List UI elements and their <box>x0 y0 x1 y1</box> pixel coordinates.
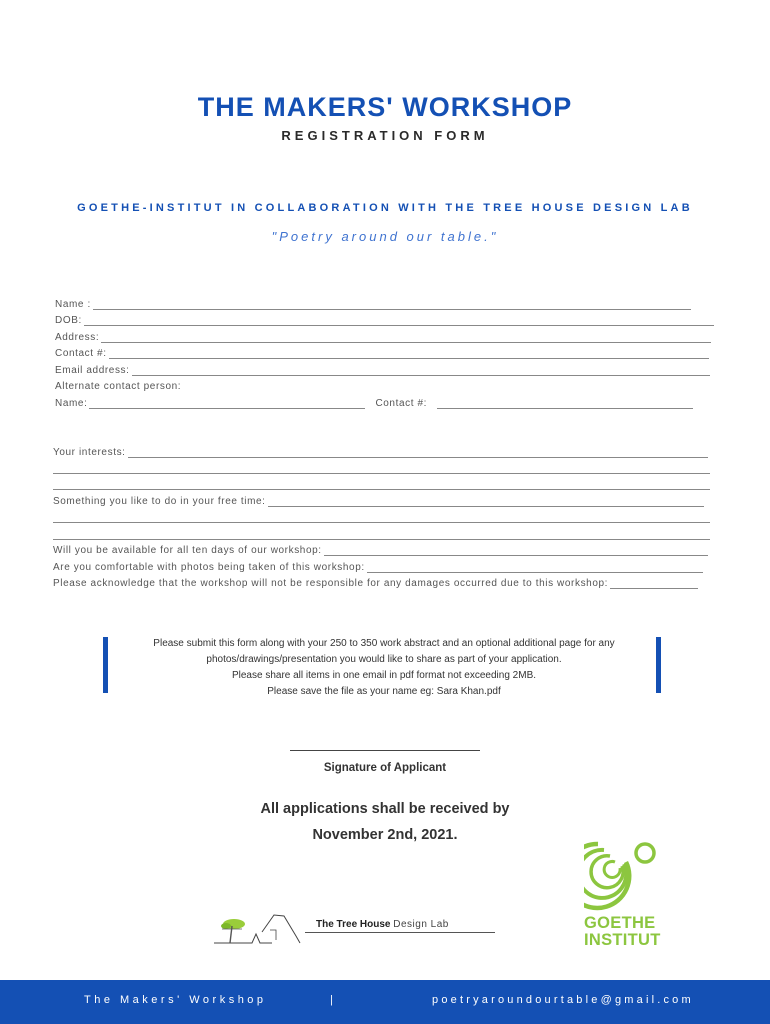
free-time-field[interactable] <box>53 496 704 507</box>
alt-contact-label: Alternate contact person: <box>55 381 182 392</box>
address-line[interactable] <box>101 333 711 343</box>
treehouse-underline <box>305 932 495 933</box>
treehouse-bold: The Tree House <box>316 919 391 930</box>
name-label: Name : <box>55 299 91 310</box>
notice-line-3: Please share all items in one email in pdf format not exceeding 2MB. <box>231 670 537 681</box>
alt-name-line[interactable] <box>89 399 365 409</box>
page-title: THE MAKERS' WORKSHOP <box>197 92 573 122</box>
treehouse-logo <box>212 910 502 950</box>
deadline-line-1: All applications shall be received by <box>260 801 510 817</box>
contact-line[interactable] <box>109 349 709 359</box>
photos-label: Are you comfortable with photos being taken of this workshop: <box>53 562 365 573</box>
goethe-logo-icon <box>584 840 664 912</box>
availability-label: Will you be available for all ten days of our workshop: <box>53 545 322 556</box>
interests-line-3[interactable] <box>53 489 710 490</box>
interests-line[interactable] <box>128 448 708 458</box>
dob-label: DOB: <box>55 315 82 326</box>
contact-field[interactable] <box>55 348 709 359</box>
free-time-line-3[interactable] <box>53 539 710 540</box>
alt-contact-no-label: Contact #: <box>375 398 428 409</box>
submission-notice <box>118 636 650 700</box>
collaboration-heading: GOETHE-INSTITUT IN COLLABORATION WITH THE TREE HOUSE DESIGN LAB <box>77 202 693 214</box>
tagline: "Poetry around our table." <box>271 229 499 244</box>
alt-contact-no-line[interactable] <box>437 399 693 409</box>
notice-right-bar <box>656 637 661 693</box>
notice-line-4: Please save the file as your name eg: Sara Khan.pdf <box>267 686 501 697</box>
free-time-line[interactable] <box>268 497 704 507</box>
treehouse-wordmark <box>316 919 449 930</box>
availability-line[interactable] <box>324 546 708 556</box>
free-time-line-2[interactable] <box>53 522 710 523</box>
signature-line[interactable] <box>290 750 480 751</box>
page-subtitle: REGISTRATION FORM <box>281 128 489 143</box>
footer-workshop-name: The Makers' Workshop <box>84 994 267 1006</box>
dob-field[interactable] <box>55 315 714 326</box>
email-field[interactable] <box>55 365 710 376</box>
deadline-line-2: November 2nd, 2021. <box>312 827 458 843</box>
notice-line-2: photos/drawings/presentation you would like to share as part of your application. <box>206 654 562 665</box>
acknowledge-label: Please acknowledge that the workshop will not be responsible for any damages occurred due to this workshop: <box>53 578 609 589</box>
notice-left-bar <box>103 637 108 693</box>
notice-line-1: Please submit this form along with your 250 to 350 work abstract and an optional additional page for any <box>153 638 615 649</box>
treehouse-drawing-icon <box>212 910 308 950</box>
email-line[interactable] <box>132 366 710 376</box>
contact-label: Contact #: <box>55 348 107 359</box>
name-field[interactable] <box>55 299 691 310</box>
footer-email[interactable]: poetryaroundourtable@gmail.com <box>432 994 694 1006</box>
goethe-wordmark-line-1: GOETHE <box>584 914 656 932</box>
interests-label: Your interests: <box>53 447 126 458</box>
email-label: Email address: <box>55 365 130 376</box>
address-label: Address: <box>55 332 100 343</box>
footer-bar <box>0 980 770 1024</box>
alt-name-label: Name: <box>55 398 88 409</box>
signature-label: Signature of Applicant <box>323 762 447 774</box>
goethe-wordmark-line-2: INSTITUT <box>584 931 661 949</box>
photos-field[interactable] <box>53 562 703 573</box>
alt-contact-heading <box>55 381 181 392</box>
interests-line-2[interactable] <box>53 473 710 474</box>
dob-line[interactable] <box>84 316 714 326</box>
photos-line[interactable] <box>367 563 703 573</box>
name-line[interactable] <box>93 300 691 310</box>
alt-name-field[interactable] <box>55 398 693 409</box>
address-field[interactable] <box>55 332 711 343</box>
acknowledge-field[interactable] <box>53 578 698 589</box>
availability-field[interactable] <box>53 545 708 556</box>
free-time-label: Something you like to do in your free time: <box>53 496 266 507</box>
acknowledge-line[interactable] <box>610 579 698 589</box>
interests-field[interactable] <box>53 447 708 458</box>
footer-divider: | <box>330 994 337 1006</box>
treehouse-light: Design Lab <box>393 919 449 930</box>
